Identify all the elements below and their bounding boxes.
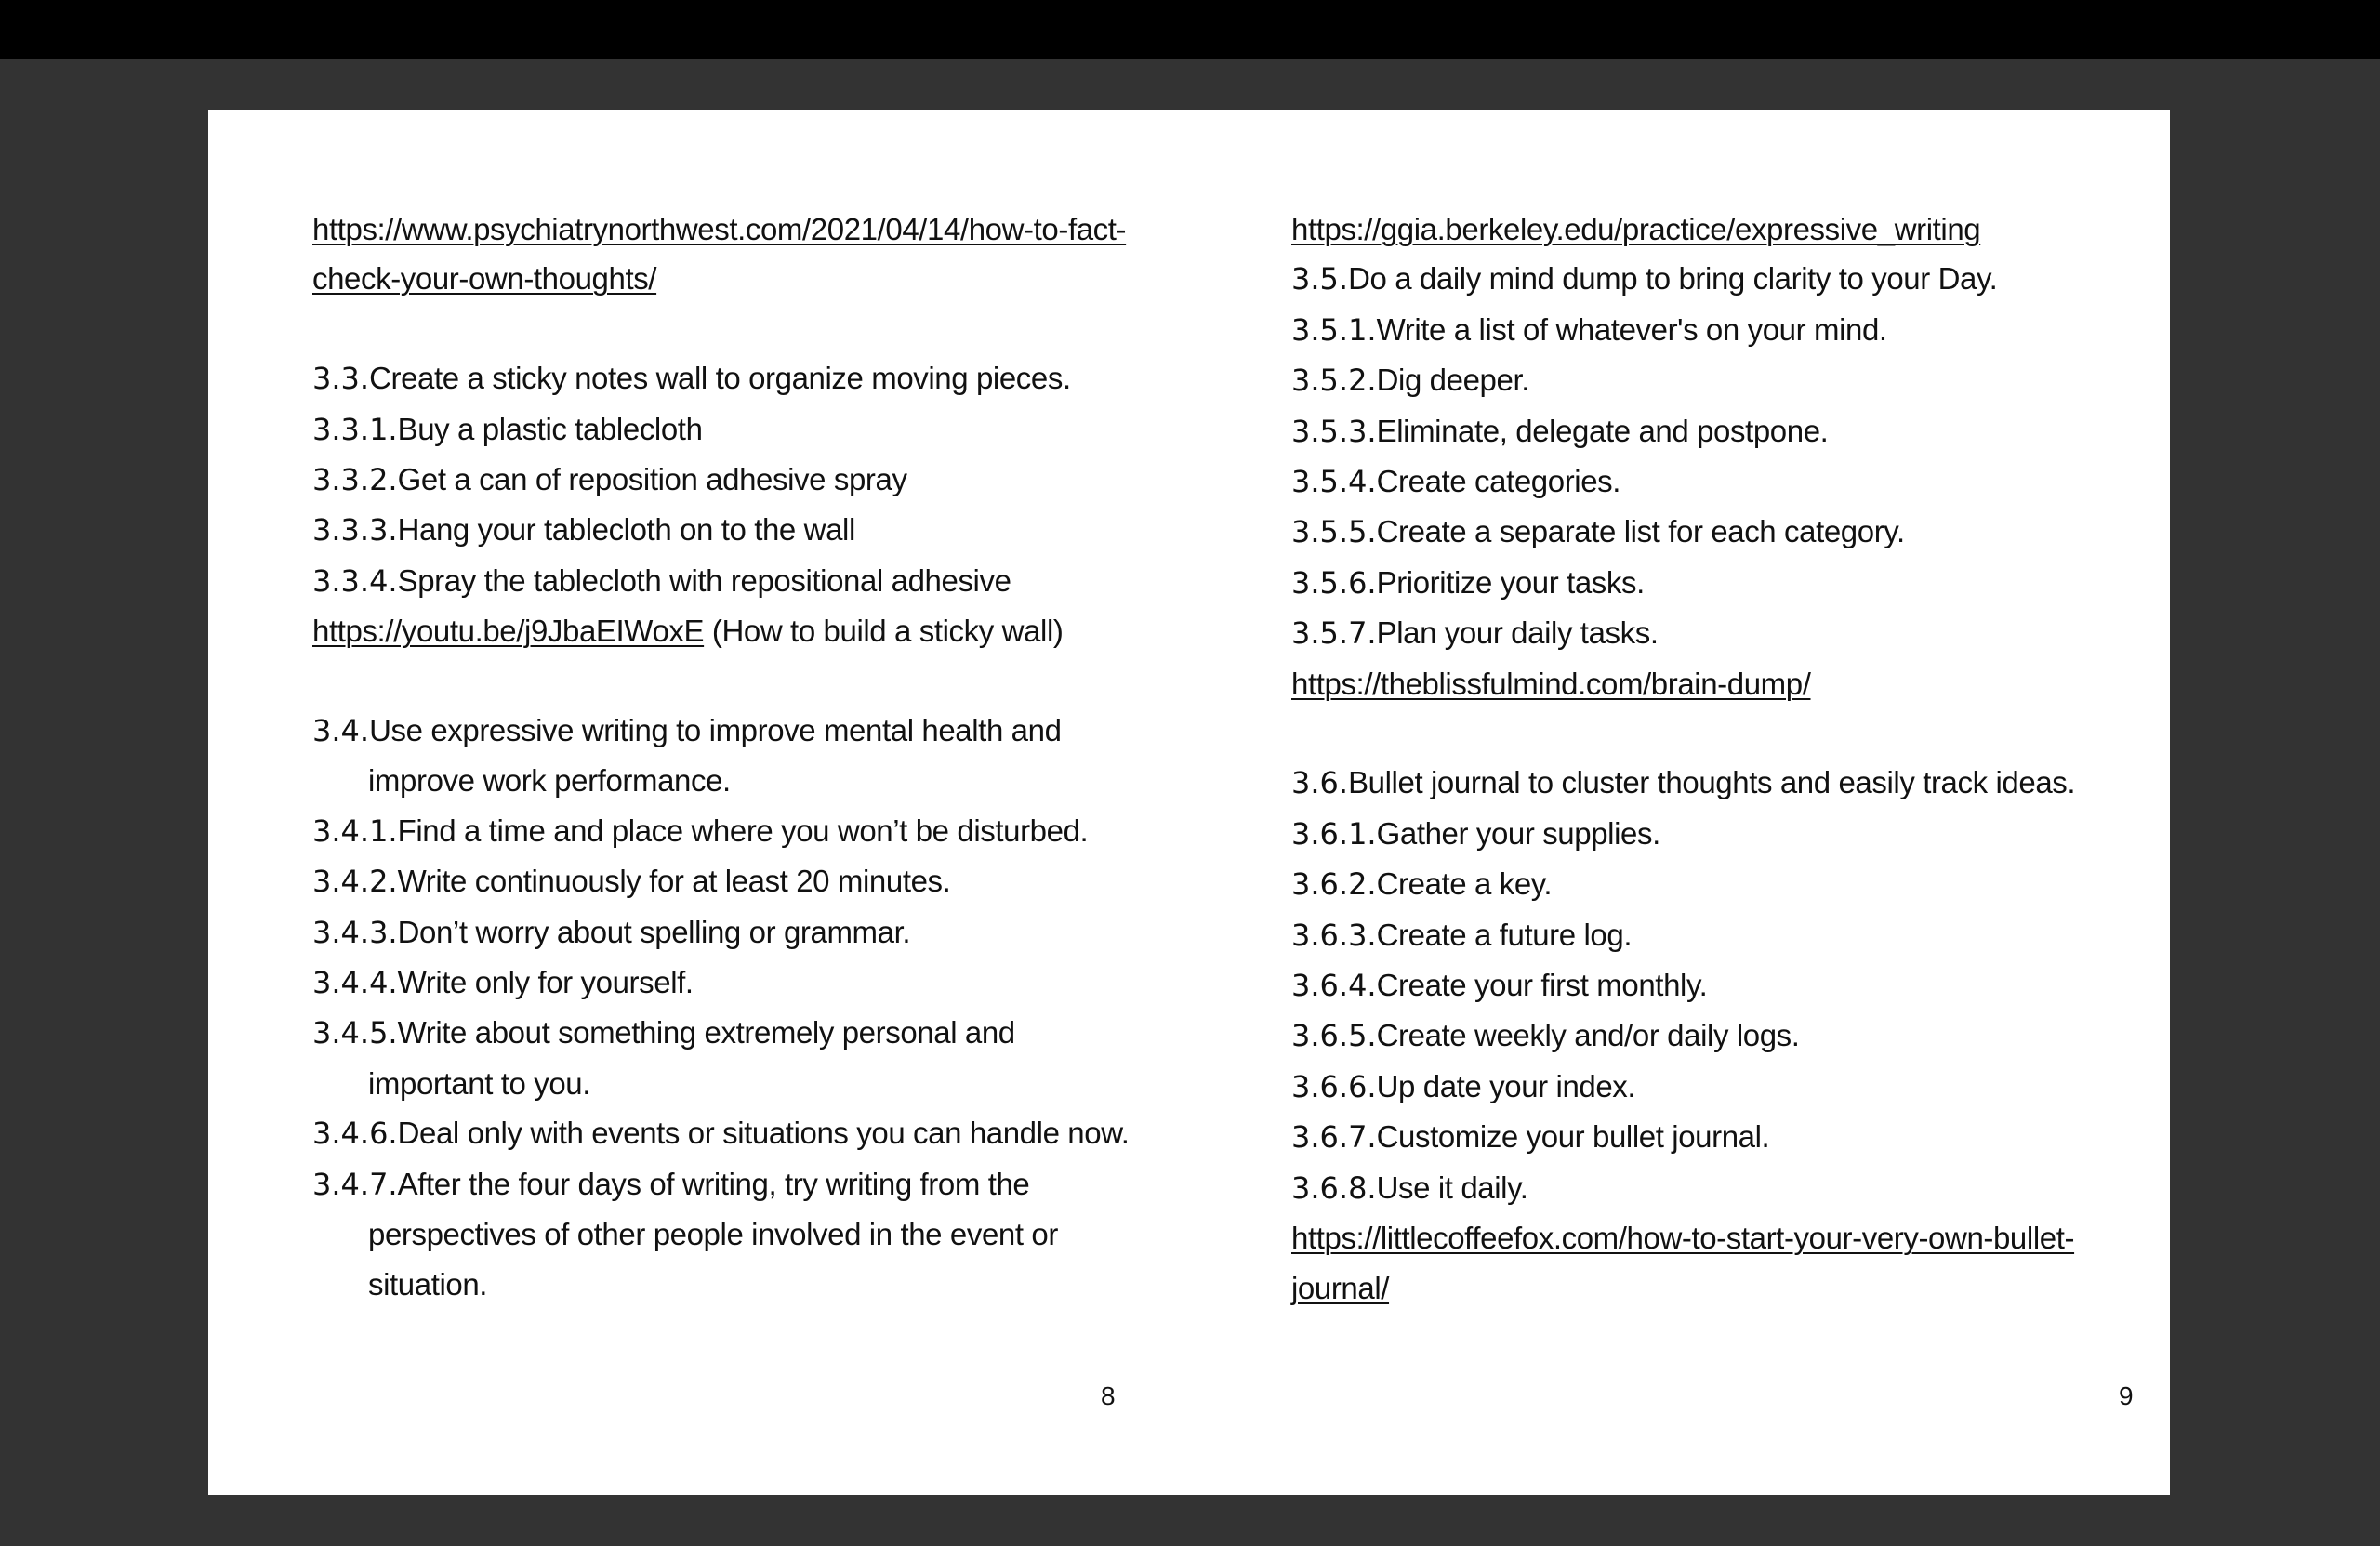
list-item: 3.4.Use expressive writing to improve mental health and: [312, 713, 1062, 749]
brain-dump-link[interactable]: https://theblissfulmind.com/brain-dump/: [1291, 666, 1811, 701]
list-item: 3.5.5.Create a separate list for each category.: [1291, 514, 1905, 550]
page-number: 8: [1101, 1381, 1116, 1410]
page-number: 9: [2119, 1381, 2134, 1410]
list-item: 3.4.1.Find a time and place where you won’t be disturbed.: [312, 813, 1089, 849]
page-9: [1189, 110, 2170, 1495]
list-item: 3.3.1.Buy a plastic tablecloth: [312, 411, 703, 447]
list-item: 3.6.4.Create your first monthly.: [1291, 968, 1708, 1004]
list-item: 3.4.4.Write only for yourself.: [312, 965, 694, 1001]
page-spread: [208, 110, 2170, 1495]
viewer-top-bar: [0, 0, 2380, 59]
list-item: 3.3.2.Get a can of reposition adhesive spray: [312, 462, 907, 498]
bullet-journal-link-cont[interactable]: journal/: [1291, 1270, 1390, 1305]
list-item: 3.5.7.Plan your daily tasks.: [1291, 615, 1659, 652]
list-item: 3.4.5.Write about something extremely personal and: [312, 1015, 1015, 1051]
list-item: 3.4.3.Don’t worry about spelling or grammar.: [312, 914, 911, 950]
list-item: 3.3.Create a sticky notes wall to organize moving pieces.: [312, 361, 1071, 397]
list-item: 3.6.1.Gather your supplies.: [1291, 815, 1660, 852]
list-item-continuation: improve work performance.: [368, 763, 731, 799]
list-item: 3.6.7.Customize your bullet journal.: [1291, 1119, 1770, 1156]
list-item: 3.5.2.Dig deeper.: [1291, 363, 1529, 399]
list-item: 3.5.1.Write a list of whatever's on your mind.: [1291, 311, 1887, 348]
list-item: 3.4.7.After the four days of writing, try writing from the: [312, 1166, 1030, 1202]
list-item: 3.6.5.Create weekly and/or daily logs.: [1291, 1018, 1800, 1054]
list-item: 3.4.6.Deal only with events or situations you can handle now.: [312, 1116, 1130, 1152]
list-item-continuation: important to you.: [368, 1065, 590, 1101]
list-item: 3.5.3.Eliminate, delegate and postpone.: [1291, 413, 1829, 449]
list-item-continuation: situation.: [368, 1266, 488, 1302]
list-item: 3.6.8.Use it daily.: [1291, 1169, 1528, 1206]
list-item: 3.3.3.Hang your tablecloth on to the wall: [312, 512, 855, 548]
list-item: 3.5.6.Prioritize your tasks.: [1291, 564, 1645, 601]
list-item: 3.5.Do a daily mind dump to bring clarity to your Day.: [1291, 261, 1998, 297]
page-9-content: [1291, 205, 2109, 1313]
list-item: 3.6.2.Create a key.: [1291, 866, 1553, 903]
sticky-wall-link[interactable]: https://youtu.be/j9JbaEIWoxE: [312, 614, 705, 649]
page-8-content: [312, 205, 1130, 1309]
psychiatry-link-cont[interactable]: check-your-own-thoughts/: [312, 261, 657, 297]
sticky-wall-link-note: (How to build a sticky wall): [704, 614, 1064, 649]
page-8: [208, 110, 1189, 1495]
psychiatry-link[interactable]: https://www.psychiatrynorthwest.com/2021/04/14/how-to-fact-: [312, 212, 1127, 246]
berkeley-link[interactable]: https://ggia.berkeley.edu/practice/expressive_writing: [1291, 212, 1981, 246]
list-item: 3.5.4.Create categories.: [1291, 464, 1621, 500]
list-item: 3.6.Bullet journal to cluster thoughts and easily track ideas.: [1291, 765, 2076, 801]
list-item-continuation: perspectives of other people involved in the event or: [368, 1217, 1058, 1252]
bullet-journal-link[interactable]: https://littlecoffeefox.com/how-to-start-your-very-own-bullet-: [1291, 1221, 2075, 1256]
list-item: 3.3.4.Spray the tablecloth with repositional adhesive: [312, 562, 1012, 599]
list-item: 3.4.2.Write continuously for at least 20 minutes.: [312, 864, 951, 900]
list-item: 3.6.6.Up date your index.: [1291, 1068, 1636, 1104]
list-item: 3.6.3.Create a future log.: [1291, 917, 1633, 953]
